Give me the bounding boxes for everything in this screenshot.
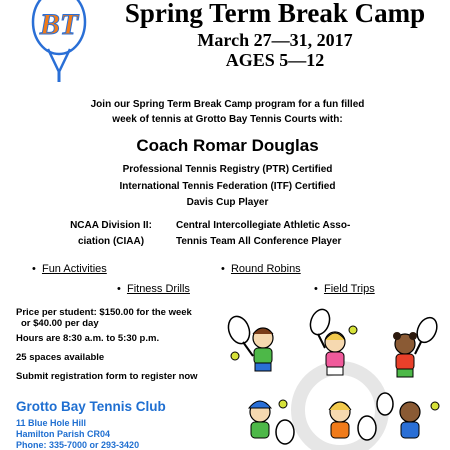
ncaa-detail-line1: Central Intercollegiate Athletic Asso- [176, 220, 351, 231]
activity-fun-label: Fun Activities [41, 263, 107, 275]
credential-ptr: Professional Tennis Registry (PTR) Certified [122, 164, 333, 175]
activity-fitness-label: Fitness Drills [126, 283, 190, 295]
camp-ages: AGES 5—12 [225, 50, 325, 70]
club-name: Grotto Bay Tennis Club [16, 399, 166, 414]
spaces-info: 25 spaces available [16, 352, 105, 363]
activity-round-robins [221, 263, 301, 275]
intro-line-2: week of tennis at Grotto Bay Tennis Courts with: [112, 114, 343, 125]
activity-round-robins-label: Round Robins [230, 263, 301, 275]
bullet-icon: • [221, 263, 231, 275]
ncaa-label [56, 218, 166, 250]
credential-davis-cup: Davis Cup Player [186, 197, 269, 208]
kid-blonde-icon [329, 402, 376, 440]
ncaa-detail-line2: Tennis Team All Conference Player [176, 236, 342, 247]
bt-logo [28, 0, 90, 86]
kids-tennis-illustration [225, 300, 450, 450]
credential-itf: International Tennis Federation (ITF) Certified [119, 181, 336, 192]
activity-field-trips [314, 283, 375, 295]
ncaa-detail [176, 218, 396, 250]
bullet-icon: • [32, 263, 42, 275]
price-line-2: or $40.00 per day [21, 318, 99, 329]
bullet-icon: • [117, 283, 127, 295]
ncaa-label-line1: NCAA Division II: [70, 220, 152, 231]
club-address-2: Hamilton Parish CR04 [16, 429, 111, 439]
club-address-1: 11 Blue Hole Hill [16, 418, 87, 428]
kid-racket-left-icon [225, 313, 273, 371]
intro-line-1: Join our Spring Term Break Camp program for a fun filled [90, 99, 365, 110]
bullet-icon: • [314, 283, 324, 295]
register-info: Submit registration form to register now [16, 371, 198, 382]
ncaa-label-line2: ciation (CIAA) [77, 236, 145, 247]
intro-text [55, 97, 400, 127]
club-phone: Phone: 335-7000 or 293-3420 [16, 440, 140, 450]
kid-right-bottom-icon [377, 393, 439, 438]
kid-cap-icon [249, 400, 294, 444]
price-info [16, 307, 192, 329]
coach-name: Coach Romar Douglas [136, 136, 319, 155]
kid-racket-right-icon [393, 314, 441, 377]
logo-letters: BT [39, 8, 79, 41]
camp-dates: March 27—31, 2017 [197, 30, 353, 50]
hours-info: Hours are 8:30 a.m. to 5:30 p.m. [16, 333, 160, 344]
activity-fun [32, 263, 107, 275]
camp-title: Spring Term Break Camp [124, 0, 426, 28]
activity-fitness [117, 283, 190, 295]
activity-field-trips-label: Field Trips [323, 283, 375, 295]
price-line-1: Price per student: $150.00 for the week [16, 307, 192, 318]
